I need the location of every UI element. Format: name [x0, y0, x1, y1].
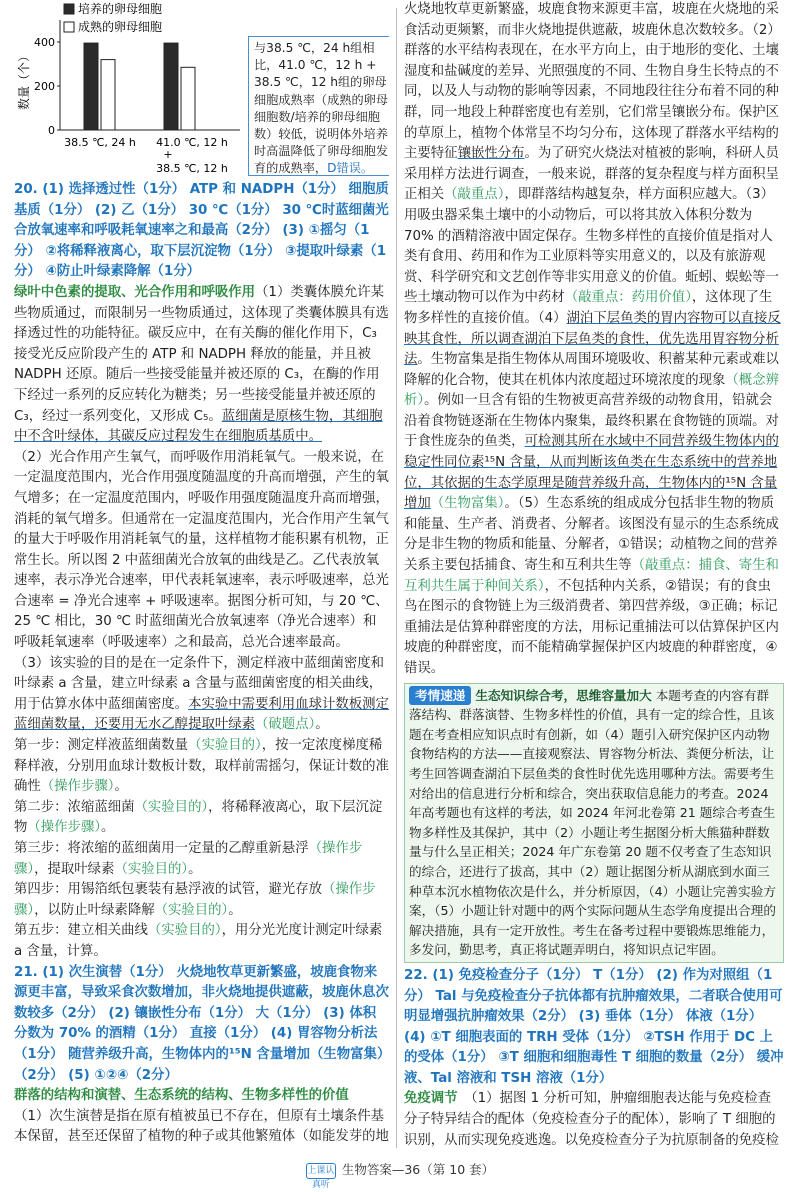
- q20-step2: 第二步：浓缩蓝细菌: [14, 799, 135, 815]
- q22-answer-text: 22. (1) 免疫检查分子（1分） T（1分） (2) 作为对照组（1分） Tal 与免疫检查分子抗体都有抗肿瘤效果，二者联合使用可明显增强抗肿瘤效果（2分） (3) 垂体（1分） 体液（1分） (4) ①T 细胞表面的 TRH 受体（1分） ②TSH 作用于 DC 上的受体（1分） ③T 细胞和细胞毒性 T 细胞的数量（2分） 缓冲液、Tal 溶液和 TSH 溶液（1分）: [404, 967, 784, 1086]
- exam-insight-title: 生态知识综合考，思维容量加大: [475, 687, 652, 703]
- brand-logo: 上课认真听: [306, 1163, 336, 1179]
- bar: [164, 43, 178, 130]
- q21-answer-text: 21. (1) 次生演替（1分） 火烧地牧草更新繁盛，坡鹿食物来源更丰富，导致采食次数增加，非火烧地提供遮蔽，坡鹿休息次数较多（2分） (2) 镶嵌性分布（1分） 大（1分） (3) 体积分数为 70% 的酒精（1分） 直接（1分） (4) 胃容物分析法（1分） 随营养级升高，生物体内的¹⁵N 含量增加（生物富集）（2分） (5) ①②④（2分）: [14, 964, 389, 1083]
- exam-insight-tag: 考情速递: [409, 686, 471, 706]
- bar: [84, 43, 98, 130]
- q21-r1f: 。例如一旦含有铅的生物被更高营养级的动物食用，铅就会沿着食物链逐渐在生物体内聚集，最终积累在食物链的顶端。对于食性庞杂的鱼类，: [404, 393, 779, 450]
- q20-step4: 第四步：用锡箔纸包裹装有悬浮液的试管，避光存放: [14, 882, 322, 898]
- chart-callout: [248, 36, 389, 176]
- q20-answer: [14, 180, 389, 283]
- bar: [101, 60, 115, 130]
- right-column: [404, 0, 784, 1147]
- q21-r1f-key: 可检测其所在水域中不同营养级生物体内的稳定性同位素¹⁵N 含量，从而判断该鱼类在生态系统中的营养地位，其依据的生态学原理是随营养级升高，生物体内的¹⁵N 含量增加: [404, 434, 779, 512]
- legend-swatch: [64, 22, 74, 32]
- callout-verdict: D错误。: [327, 161, 374, 176]
- q20-step3: 第三步：将浓缩的蓝细菌用一定量的乙醇重新悬浮: [14, 841, 309, 856]
- page-number: 生物答案—36（第 10 套）: [341, 1162, 495, 1177]
- q20-step1-note: （实验目的）: [188, 738, 262, 754]
- q20-step5-detail: ，用分光光度计测定叶绿素 a 含量，计算。: [14, 923, 383, 959]
- q20-step3-note: （操作步骤）: [14, 841, 363, 877]
- legend-swatch: [64, 4, 74, 14]
- q22-topic: 免疫调节: [404, 1091, 458, 1107]
- q21-r1c: ，即群落结构越复杂，样方面积应越大。（3）用吸虫器采集土壤中的小动物后，可以将其放入体积分数为 70% 的酒精溶液中固定保存。生物多样性的直接价值是指对人类有食用、药用和作为工业原料等实用意义的，以及有旅游观赏、科学研究和文艺创作等非实用意义的价值。蚯蚓、蜈蚣等一些土壤动物可以作为中药材: [404, 187, 779, 306]
- q21-r1d: ，这体现了生物多样性的直接价值。（4）: [404, 290, 773, 326]
- x-tick-label: 38.5 ℃, 24 h: [64, 136, 136, 149]
- q21-topic: 群落的结构和演替、生态系统的结构、生物多样性的价值: [14, 1088, 349, 1104]
- q21-r1g: 。（5）生态系统的组成成分包括非生物的物质和能量、生产者、消费者、分解者。该图没有显示的生态系统成分是非生物的物质和能量、分解者，①错误；动植物之间的营养关系主要包括捕食、寄生和互利共生等: [404, 496, 779, 574]
- q20-step4-note: （操作步骤）: [14, 882, 376, 918]
- column-divider: [396, 8, 397, 1148]
- q21-r1c-note: （敲重点：药用价值）: [564, 290, 692, 306]
- q22-analysis: [404, 1089, 784, 1147]
- q20-step2-detail-note: （操作步骤）: [27, 820, 102, 836]
- x-tick-label: 41.0 ℃, 12 h: [156, 136, 228, 149]
- q21-r1h: ，不包括种内关系，②错误；有的食虫鸟在图示的食物链上为三级消费者、第四营养级，③正确；标记重捕法是估算种群密度的方法，用标记重捕法可以估算保护区内坡鹿的种群密度，而不能精确掌握保护区内坡鹿的种群密度，④错误。: [404, 578, 779, 676]
- legend-label: 培养的卵母细胞: [78, 2, 163, 16]
- q21-analysis-left: [14, 1086, 389, 1147]
- q21-analysis-right: [404, 0, 784, 680]
- q21-r1d-key: 湖泊下层鱼类的胃内容物可以直接反映其食性，所以调查湖泊下层鱼类的食性，优先选用胃容物分析法: [404, 310, 781, 368]
- callout-text: 与38.5 ℃，24 h组相比，41.0 ℃，12 h + 38.5 ℃，12 h组的卵母细胞成熟率（成熟的卵母细胞数/培养的卵母细胞数）较低，说明体外培养时高温降低了卵母细胞发育的成熟率，: [254, 41, 389, 176]
- q20-step3-detail-note: （实验目的）: [114, 861, 189, 877]
- q22-p1: （1）据图 1 分析可知，肿瘤细胞表达能与免疫检查分子特异结合的配体（免疫检查分子的配体），影响了 T 细胞的识别，从而实现免疫逃逸。以免疫检查分子为抗原制备的免疫检: [404, 1091, 779, 1147]
- q22-answer: [404, 966, 784, 1090]
- bar: [181, 67, 195, 130]
- q21-r1e: 。生物富集是指生物体从周围环境吸收、积蓄某种元素或难以降解的化合物，使其在机体内浓度超过环境浓度的现象: [404, 352, 779, 388]
- q20-step5: 第五步：建立相关曲线: [14, 923, 148, 939]
- q20-p3-note: （破题点）: [255, 717, 316, 733]
- q21-r1-key: 镶嵌性分布: [457, 146, 525, 162]
- legend-label: 成熟的卵母细胞: [78, 20, 163, 34]
- x-tick-label-plus: +: [163, 148, 173, 161]
- q21-p1: （1）次生演替是指在原有植被虽已不存在，但原有土壤条件基本保留，甚至还保留了植物的种子或其他繁殖体（如能发芽的地: [14, 1108, 389, 1145]
- q20-step2-detail: ，将稀释液离心，取下层沉淀物: [14, 799, 383, 836]
- bar-chart: [14, 0, 389, 180]
- q20-p3-key: 本实验中需要利用血球计数板测定蓝细菌数量，还要用无水乙醇提取叶绿素: [14, 696, 389, 733]
- q21-r1b: 。为了研究火烧法对植被的影响，科研人员采用样方法进行调查，一般来说，群落的复杂程度与样方面积呈正相关: [404, 146, 779, 203]
- exam-insight-box: [404, 683, 784, 963]
- q20-step4-detail-note: （实验目的）: [154, 902, 229, 918]
- q21-r1e-note: （概念辨析）: [404, 372, 779, 409]
- q20-step3-detail: ，提取叶绿素: [34, 861, 115, 877]
- q20-step2-note: （实验目的）: [134, 799, 209, 815]
- q20-step1-detail-note: （操作步骤）: [40, 779, 115, 795]
- q20-answer-text: 20. (1) 选择透过性（1分） ATP 和 NADPH（1分） 细胞质基质（1分） (2) 乙（1分） 30 ℃（1分） 30 ℃时蓝细菌光合放氧速率和呼吸耗氧速率之和最高（2分） (3) ①摇匀（1分） ②将稀释液离心，取下层沉淀物（1分） ③提取叶绿素（1分） ④防止叶绿素降解（1分）: [14, 182, 389, 280]
- page-footer: [0, 1160, 800, 1190]
- q20-step4-detail: ，以防止叶绿素降解: [34, 902, 155, 918]
- q20-p3: （3）该实验的目的是在一定条件下，测定样液中蓝细菌密度和叶绿素 a 含量，建立叶绿素 a 含量与蓝细菌密度的相关曲线，用于估算水体中蓝细菌密度。: [14, 655, 385, 712]
- q20-p2: （2）光合作用产生氧气，而呼吸作用消耗氧气。一般来说，在一定温度范围内，光合作用强度随温度的升高而增强，产生的氧气增多；在一定温度范围内，呼吸作用强度随温度升高而增强，消耗的氧气增多。但通常在一定温度范围内，光合作用产生氧气的量大于呼吸作用消耗氧气的量，这样植物才能积累有机物，正常生长。所以图 2 中蓝细菌光合放氧的曲线是乙。乙代表放氧速率，表示净光合速率，甲代表耗氧速率，表示呼吸速率，总光合速率 = 净光合速率 + 呼吸速率。据图分析可知，与 20 ℃、25 ℃ 相比，30 ℃ 时蓝细菌光合放氧速率（净光合速率）和呼吸耗氧速率（呼吸速率）之和最高，总光合速率最高。: [14, 449, 389, 651]
- q21-r1f-note: （生物富集）: [430, 496, 505, 512]
- x-tick-label: 38.5 ℃, 12 h: [156, 162, 228, 175]
- y-axis-label: 数量（个）: [17, 49, 31, 111]
- q20-topic: 绿叶中色素的提取、光合作用和呼吸作用: [14, 284, 256, 300]
- left-column: [14, 0, 389, 1147]
- q20-p1: （1）类囊体膜允许某些物质通过，而限制另一些物质通过，这体现了类囊体膜具有选择透过性的功能特征。碳反应中，在有关酶的催化作用下，C₃ 接受光反应阶段产生的 ATP 和 NADPH 释放的能量，并且被 NADPH 还原。随后一些接受能量并被还原的 C₃，在酶的作用下经过一系列的反应转化为糖类；另一些接受能量并被还原的 C₃，经过一系列变化，又形成 C₅。: [14, 284, 389, 424]
- y-tick-label: 200: [34, 80, 55, 93]
- q20-step1-detail: ，按一定浓度梯度稀释样液，分别用血球计数板计数，取样前需摇匀，保证计数的准确性: [14, 738, 389, 795]
- q21-answer: [14, 963, 389, 1087]
- bar-chart-svg: [14, 0, 246, 180]
- exam-insight-body: 本题考查的内容有群落结构、群落演替、生物多样性的价值，具有一定的综合性，且该题在考查相应知识点时有创新，如（4）题引入研究保护区内动物食物结构的方法——直接观察法、胃容物分析法、粪便分析法，让考生回答调查湖泊下层鱼类的食性时优先选用哪种方法。需要考生对给出的信息进行分析和综合，突出获取信息能力的考查。2024 年高考题也有这样的考法，如 2024 年河北卷第 21 题综合考查生物多样性及其保护，其中（2）小题让考生据图分析大熊猫种群数量与什么呈正相关；2024 年广东卷第 20 题不仅考查了生态知识的综合，还进行了拔高，其中（2）题让据图分析从湖底到水面三种草本沉水植物依次是什么，并分析原因，（4）小题让完善实验方案，（5）小题让针对题中的两个实际问题从生态学角度提出合理的解决措施，具有一定开放性。考生在备考过程中要锻炼思维能力，多发问，勤思考，真正将试题弄明白，将知识点记牢固。: [409, 687, 776, 958]
- q20-analysis: 绿叶中色素的提取、光合作用和呼吸作用（1）类囊体膜允许某些物质通过，而限制另一些物质通过，这体现了类囊体膜具有选择透过性的功能特征。碳反应中，在有关酶的催化作用下，C₃ 接受光反应阶段产生的 ATP 和 NADPH 释放的能量，并且被 NADPH 还原。随后一些接受能量并被还原的 C₃，在酶的作用下经过一系列的反应转化为糖类；另一些接受能量并被还原的 C₃，经过一系列变化，又形成 C₅。蓝细菌是原核生物，其细胞中不含叶绿体，其碳反应过程发生在细胞质基质中。 （2）光合作用产生氧气，而呼吸作用消耗氧气。一般来说，在一定温度范围内，光合作用强度随温度的升高而增强，产生的氧气增多；在一定温度范围内，呼吸作用强度随温度升高而增强，消耗的氧气增多。但通常在一定温度范围内，光合作用产生氧气的量大于呼吸作用消耗氧气的量，这样植物才能积累有机物，正常生长。所以图 2 中蓝细菌光合放氧的曲线是乙。乙代表放氧速率，表示净光合速率，甲代表耗氧速率，表示呼吸速率，总光合速率 = 净光合速率 + 呼吸速率。据图分析可知，与 20 ℃、25 ℃ 相比，30 ℃ 时蓝细菌光合放氧速率（净光合速率）和呼吸耗氧速率（呼吸速率）之和最高，总光合速率最高。 （3）该实验的目的是在一定条件下，测定样液中蓝细菌密度和叶绿素 a 含量，建立叶绿素 a 含量与蓝细菌密度的相关曲线，用于估算水体中蓝细菌密度。本实验中需要利用血球计数板测定蓝细菌数量，还要用无水乙醇提取叶绿素（破题点）。 第一步：测定样液蓝细菌数量（实验目的），按一定浓度梯度稀释样液，分别用血球计数板计数，取样前需摇匀，保证计数的准确性（操作步骤）。 第二步：浓缩蓝细菌（实验目的），将稀释液离心，取下层沉淀物（操作步骤）。 第三步：将浓缩的蓝细菌用一定量的乙醇重新悬浮（操作步骤），提取叶绿素（实验目的）。 第四步：用锡箔纸包裹装有悬浮液的试管，避光存放（操作步骤），以防止叶绿素降解（实验目的）。 第五步：建立相关曲线（实验目的），用分光光度计测定叶绿素 a 含量，计算。: [14, 284, 389, 959]
- q21-r1g-note: （敲重点：捕食、寄生和互利共生属于种间关系）: [404, 558, 779, 594]
- q20-p1-key: 蓝细菌是原核生物，其细胞中不含叶绿体，其碳反应过程发生在细胞质基质中。: [14, 408, 383, 445]
- q21-r1: 火烧地牧草更新繁盛，坡鹿食物来源更丰富，坡鹿在火烧地的采食活动更频繁，而非火烧地提供遮蔽，坡鹿休息次数较多。（2）群落的水平结构表现在，在水平方向上，由于地形的变化、土壤湿度和盐碱度的差异、光照强度的不同、生物自身生长特点的不同，以及人与动物的影响等因素，不同地段往往分布着不同的种群，同一地段上种群密度也有差别，它们常呈镶嵌分布。保护区的草原上，植物个体常呈不均匀分布，这体现了群落水平结构的主要特征: [404, 2, 781, 162]
- y-tick-label: 0: [48, 124, 55, 137]
- q20-step1: 第一步：测定样液蓝细菌数量: [14, 738, 189, 754]
- q20-step5-note: （实验目的）: [147, 923, 222, 939]
- q21-r1b-note: （敲重点）: [444, 187, 505, 203]
- y-tick-label: 400: [34, 36, 55, 49]
